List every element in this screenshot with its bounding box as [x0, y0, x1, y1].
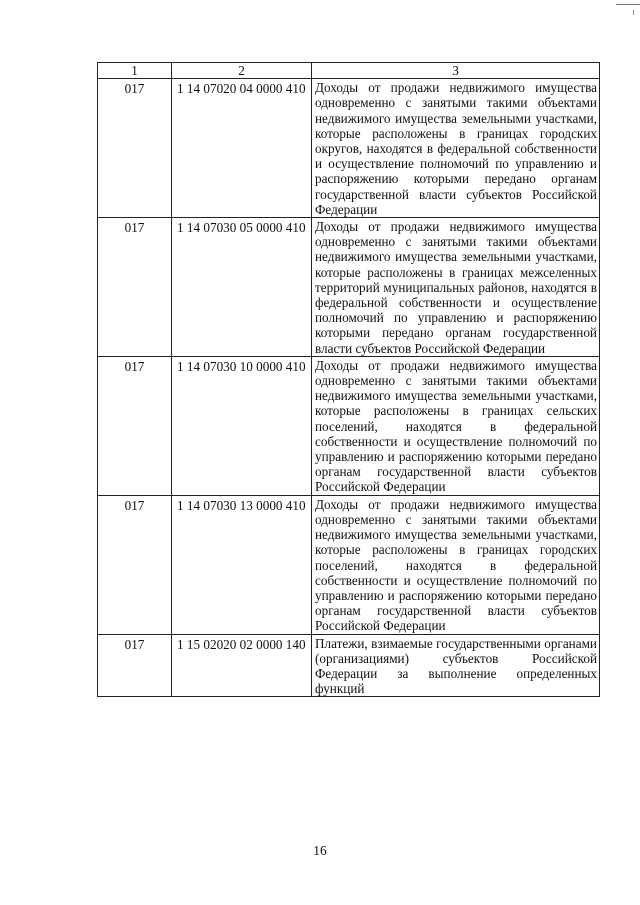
table-row [98, 79, 600, 218]
column-header-3: 3 [312, 63, 600, 79]
admin-code-cell: 017 [98, 495, 172, 634]
revenue-description-cell: Платежи, взимаемые государственными органами (организациями) субъектов Российской Федерации за выполнение определенных функций [312, 634, 600, 697]
kbk-code-cell: 1 14 07030 05 0000 410 [172, 218, 312, 357]
column-header-1: 1 [98, 63, 172, 79]
table-row [98, 218, 600, 357]
table-row [98, 634, 600, 697]
table-row [98, 356, 600, 495]
kbk-code-cell: 1 15 02020 02 0000 140 [172, 634, 312, 697]
revenue-description-cell: Доходы от продажи недвижимого имущества одновременно с занятыми такими объектами недвижимого имущества земельными участками, которые расположены в границах межселенных территорий муниципальных районов, находятся в федеральной собственности и осуществление полномочий по управлению и распоряжению которыми передано органам государственной власти субъектов Российской Федерации [312, 218, 600, 357]
revenue-codes-table [97, 62, 600, 697]
admin-code-cell: 017 [98, 79, 172, 218]
revenue-description-cell: Доходы от продажи недвижимого имущества одновременно с занятыми такими объектами недвижимого имущества земельными участками, которые расположены в границах городских поселений, находятся в федеральной собственности и осуществление полномочий по управлению и распоряжению которыми передано органам государственной власти субъектов Российской Федерации [312, 495, 600, 634]
kbk-code-cell: 1 14 07030 13 0000 410 [172, 495, 312, 634]
kbk-code-cell: 1 14 07020 04 0000 410 [172, 79, 312, 218]
page-number: 16 [313, 843, 327, 858]
table-row [98, 495, 600, 634]
scan-edge-line [616, 4, 640, 5]
admin-code-cell: 017 [98, 634, 172, 697]
admin-code-cell: 017 [98, 218, 172, 357]
scan-edge-tick [633, 10, 634, 15]
column-header-2: 2 [172, 63, 312, 79]
revenue-description-cell: Доходы от продажи недвижимого имущества одновременно с занятыми такими объектами недвижимого имущества земельными участками, которые расположены в границах сельских поселений, находятся в федеральной собственности и осуществление полномочий по управлению и распоряжению которыми передано органам государственной власти субъектов Российской Федерации [312, 356, 600, 495]
revenue-description-cell: Доходы от продажи недвижимого имущества одновременно с занятыми такими объектами недвижимого имущества земельными участками, которые расположены в границах городских округов, находятся в федеральной собственности и осуществление полномочий по управлению и распоряжению которыми передано органам государственной власти субъектов Российской Федерации [312, 79, 600, 218]
table-header-row [98, 63, 600, 79]
admin-code-cell: 017 [98, 356, 172, 495]
kbk-code-cell: 1 14 07030 10 0000 410 [172, 356, 312, 495]
